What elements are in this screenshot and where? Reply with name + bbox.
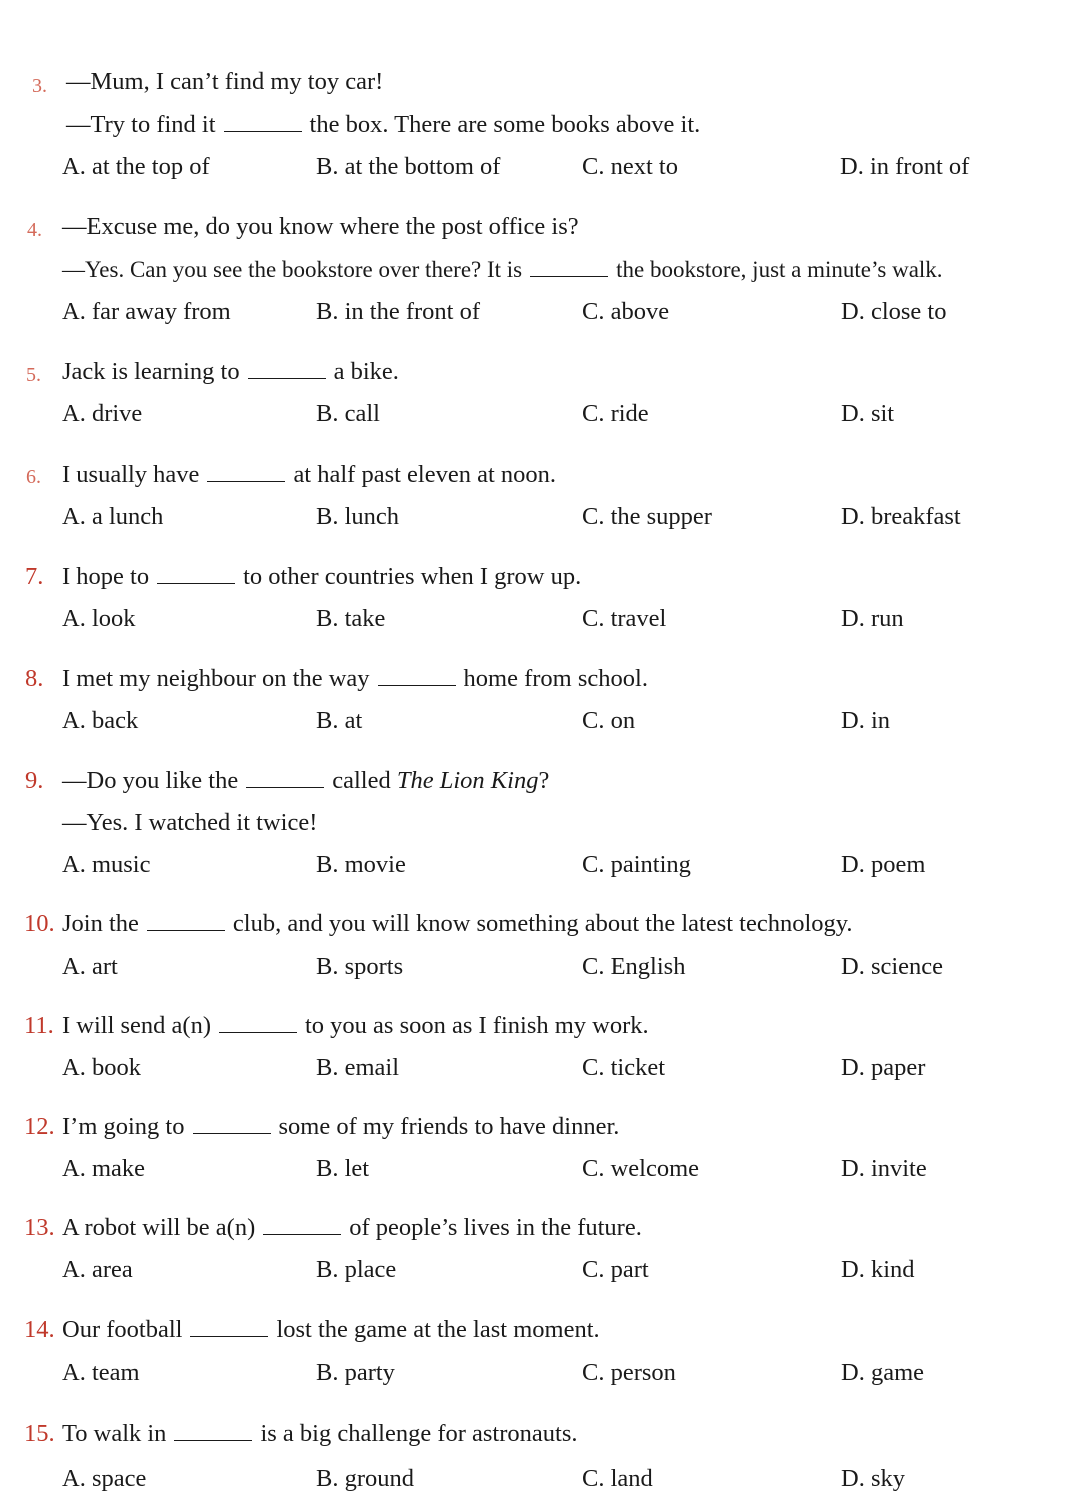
question-line: Join the club, and you will know something about the latest technology. bbox=[62, 910, 853, 937]
option-a[interactable]: A. space bbox=[62, 1465, 147, 1492]
question-line: I’m going to some of my friends to have dinner. bbox=[62, 1113, 620, 1140]
answer-blank[interactable] bbox=[378, 667, 456, 686]
option-b[interactable]: B. lunch bbox=[316, 503, 400, 530]
answer-blank[interactable] bbox=[219, 1014, 297, 1033]
option-a[interactable]: A. make bbox=[62, 1155, 145, 1182]
question-line: I will send a(n) to you as soon as I finish my work. bbox=[62, 1012, 649, 1039]
option-c[interactable]: C. person bbox=[582, 1359, 676, 1386]
option-d[interactable]: D. kind bbox=[841, 1256, 915, 1283]
option-b[interactable]: B. movie bbox=[316, 851, 406, 878]
question-number: 9. bbox=[25, 767, 44, 794]
option-b[interactable]: B. party bbox=[316, 1359, 395, 1386]
answer-blank[interactable] bbox=[193, 1115, 271, 1134]
question-line: I met my neighbour on the way home from school. bbox=[62, 665, 648, 692]
question-number: 7. bbox=[25, 563, 44, 590]
option-d[interactable]: D. breakfast bbox=[841, 503, 961, 530]
option-a[interactable]: A. look bbox=[62, 605, 136, 632]
option-b[interactable]: B. let bbox=[316, 1155, 370, 1182]
question-number: 13. bbox=[24, 1214, 55, 1241]
option-a[interactable]: A. back bbox=[62, 707, 139, 734]
option-c[interactable]: C. the supper bbox=[582, 503, 712, 530]
question-line: A robot will be a(n) of people’s lives in the future. bbox=[62, 1214, 642, 1241]
option-a[interactable]: A. area bbox=[62, 1256, 133, 1283]
question-number: 15. bbox=[24, 1420, 55, 1447]
option-d[interactable]: D. run bbox=[841, 605, 904, 632]
question-number: 12. bbox=[24, 1113, 55, 1140]
option-b[interactable]: B. ground bbox=[316, 1465, 414, 1492]
option-b[interactable]: B. call bbox=[316, 400, 380, 427]
option-d[interactable]: D. in front of bbox=[840, 153, 970, 180]
option-d[interactable]: D. close to bbox=[841, 298, 947, 325]
question-line: To walk in is a big challenge for astronauts. bbox=[62, 1420, 578, 1447]
option-b[interactable]: B. sports bbox=[316, 953, 404, 980]
option-d[interactable]: D. poem bbox=[841, 851, 926, 878]
question-line: —Yes. Can you see the bookstore over there? It is the bookstore, just a minute’s walk. bbox=[62, 257, 943, 282]
movie-title: The Lion King bbox=[396, 767, 539, 794]
answer-blank[interactable] bbox=[207, 463, 285, 482]
question-number: 5. bbox=[26, 364, 41, 386]
option-a[interactable]: A. art bbox=[62, 953, 118, 980]
option-a[interactable]: A. drive bbox=[62, 400, 143, 427]
option-b[interactable]: B. at the bottom of bbox=[316, 153, 501, 180]
option-d[interactable]: D. game bbox=[841, 1359, 924, 1386]
option-a[interactable]: A. music bbox=[62, 851, 151, 878]
question-line: I usually have at half past eleven at noon. bbox=[62, 461, 557, 488]
answer-blank[interactable] bbox=[174, 1422, 252, 1441]
answer-blank[interactable] bbox=[157, 565, 235, 584]
question-number: 4. bbox=[27, 219, 42, 241]
question-line: —Mum, I can’t find my toy car! bbox=[66, 68, 384, 95]
option-a[interactable]: A. far away from bbox=[62, 298, 231, 325]
option-c[interactable]: C. ride bbox=[582, 400, 649, 427]
option-b[interactable]: B. place bbox=[316, 1256, 397, 1283]
option-c[interactable]: C. welcome bbox=[582, 1155, 700, 1182]
option-c[interactable]: C. travel bbox=[582, 605, 667, 632]
option-b[interactable]: B. take bbox=[316, 605, 386, 632]
option-d[interactable]: D. in bbox=[841, 707, 890, 734]
option-c[interactable]: C. on bbox=[582, 707, 636, 734]
option-c[interactable]: C. next to bbox=[582, 153, 678, 180]
option-d[interactable]: D. sky bbox=[841, 1465, 905, 1492]
question-number: 3. bbox=[32, 75, 47, 97]
question-line: —Try to find it the box. There are some books above it. bbox=[66, 111, 701, 138]
question-line: I hope to to other countries when I grow up. bbox=[62, 563, 582, 590]
option-d[interactable]: D. science bbox=[841, 953, 944, 980]
option-a[interactable]: A. book bbox=[62, 1054, 141, 1081]
option-b[interactable]: B. at bbox=[316, 707, 363, 734]
option-b[interactable]: B. in the front of bbox=[316, 298, 480, 325]
option-c[interactable]: C. above bbox=[582, 298, 670, 325]
answer-blank[interactable] bbox=[224, 113, 302, 132]
option-a[interactable]: A. at the top of bbox=[62, 153, 210, 180]
question-line: Our football lost the game at the last moment. bbox=[62, 1316, 600, 1343]
question-line: —Yes. I watched it twice! bbox=[62, 809, 318, 836]
option-c[interactable]: C. painting bbox=[582, 851, 691, 878]
answer-blank[interactable] bbox=[248, 360, 326, 379]
question-number: 14. bbox=[24, 1316, 55, 1343]
question-line: —Do you like the called The Lion King? bbox=[62, 767, 550, 794]
option-c[interactable]: C. part bbox=[582, 1256, 649, 1283]
option-a[interactable]: A. a lunch bbox=[62, 503, 164, 530]
answer-blank[interactable] bbox=[190, 1318, 268, 1337]
option-c[interactable]: C. land bbox=[582, 1465, 653, 1492]
option-c[interactable]: C. ticket bbox=[582, 1054, 666, 1081]
question-number: 11. bbox=[24, 1012, 54, 1039]
answer-blank[interactable] bbox=[246, 769, 324, 788]
option-d[interactable]: D. invite bbox=[841, 1155, 927, 1182]
option-c[interactable]: C. English bbox=[582, 953, 686, 980]
option-d[interactable]: D. sit bbox=[841, 400, 895, 427]
option-a[interactable]: A. team bbox=[62, 1359, 140, 1386]
question-number: 8. bbox=[25, 665, 44, 692]
option-d[interactable]: D. paper bbox=[841, 1054, 926, 1081]
answer-blank[interactable] bbox=[147, 912, 225, 931]
answer-blank[interactable] bbox=[263, 1216, 341, 1235]
question-number: 10. bbox=[24, 910, 55, 937]
question-line: Jack is learning to a bike. bbox=[62, 358, 399, 385]
option-b[interactable]: B. email bbox=[316, 1054, 400, 1081]
question-line: —Excuse me, do you know where the post office is? bbox=[62, 213, 579, 240]
answer-blank[interactable] bbox=[530, 258, 608, 277]
question-number: 6. bbox=[26, 466, 41, 488]
